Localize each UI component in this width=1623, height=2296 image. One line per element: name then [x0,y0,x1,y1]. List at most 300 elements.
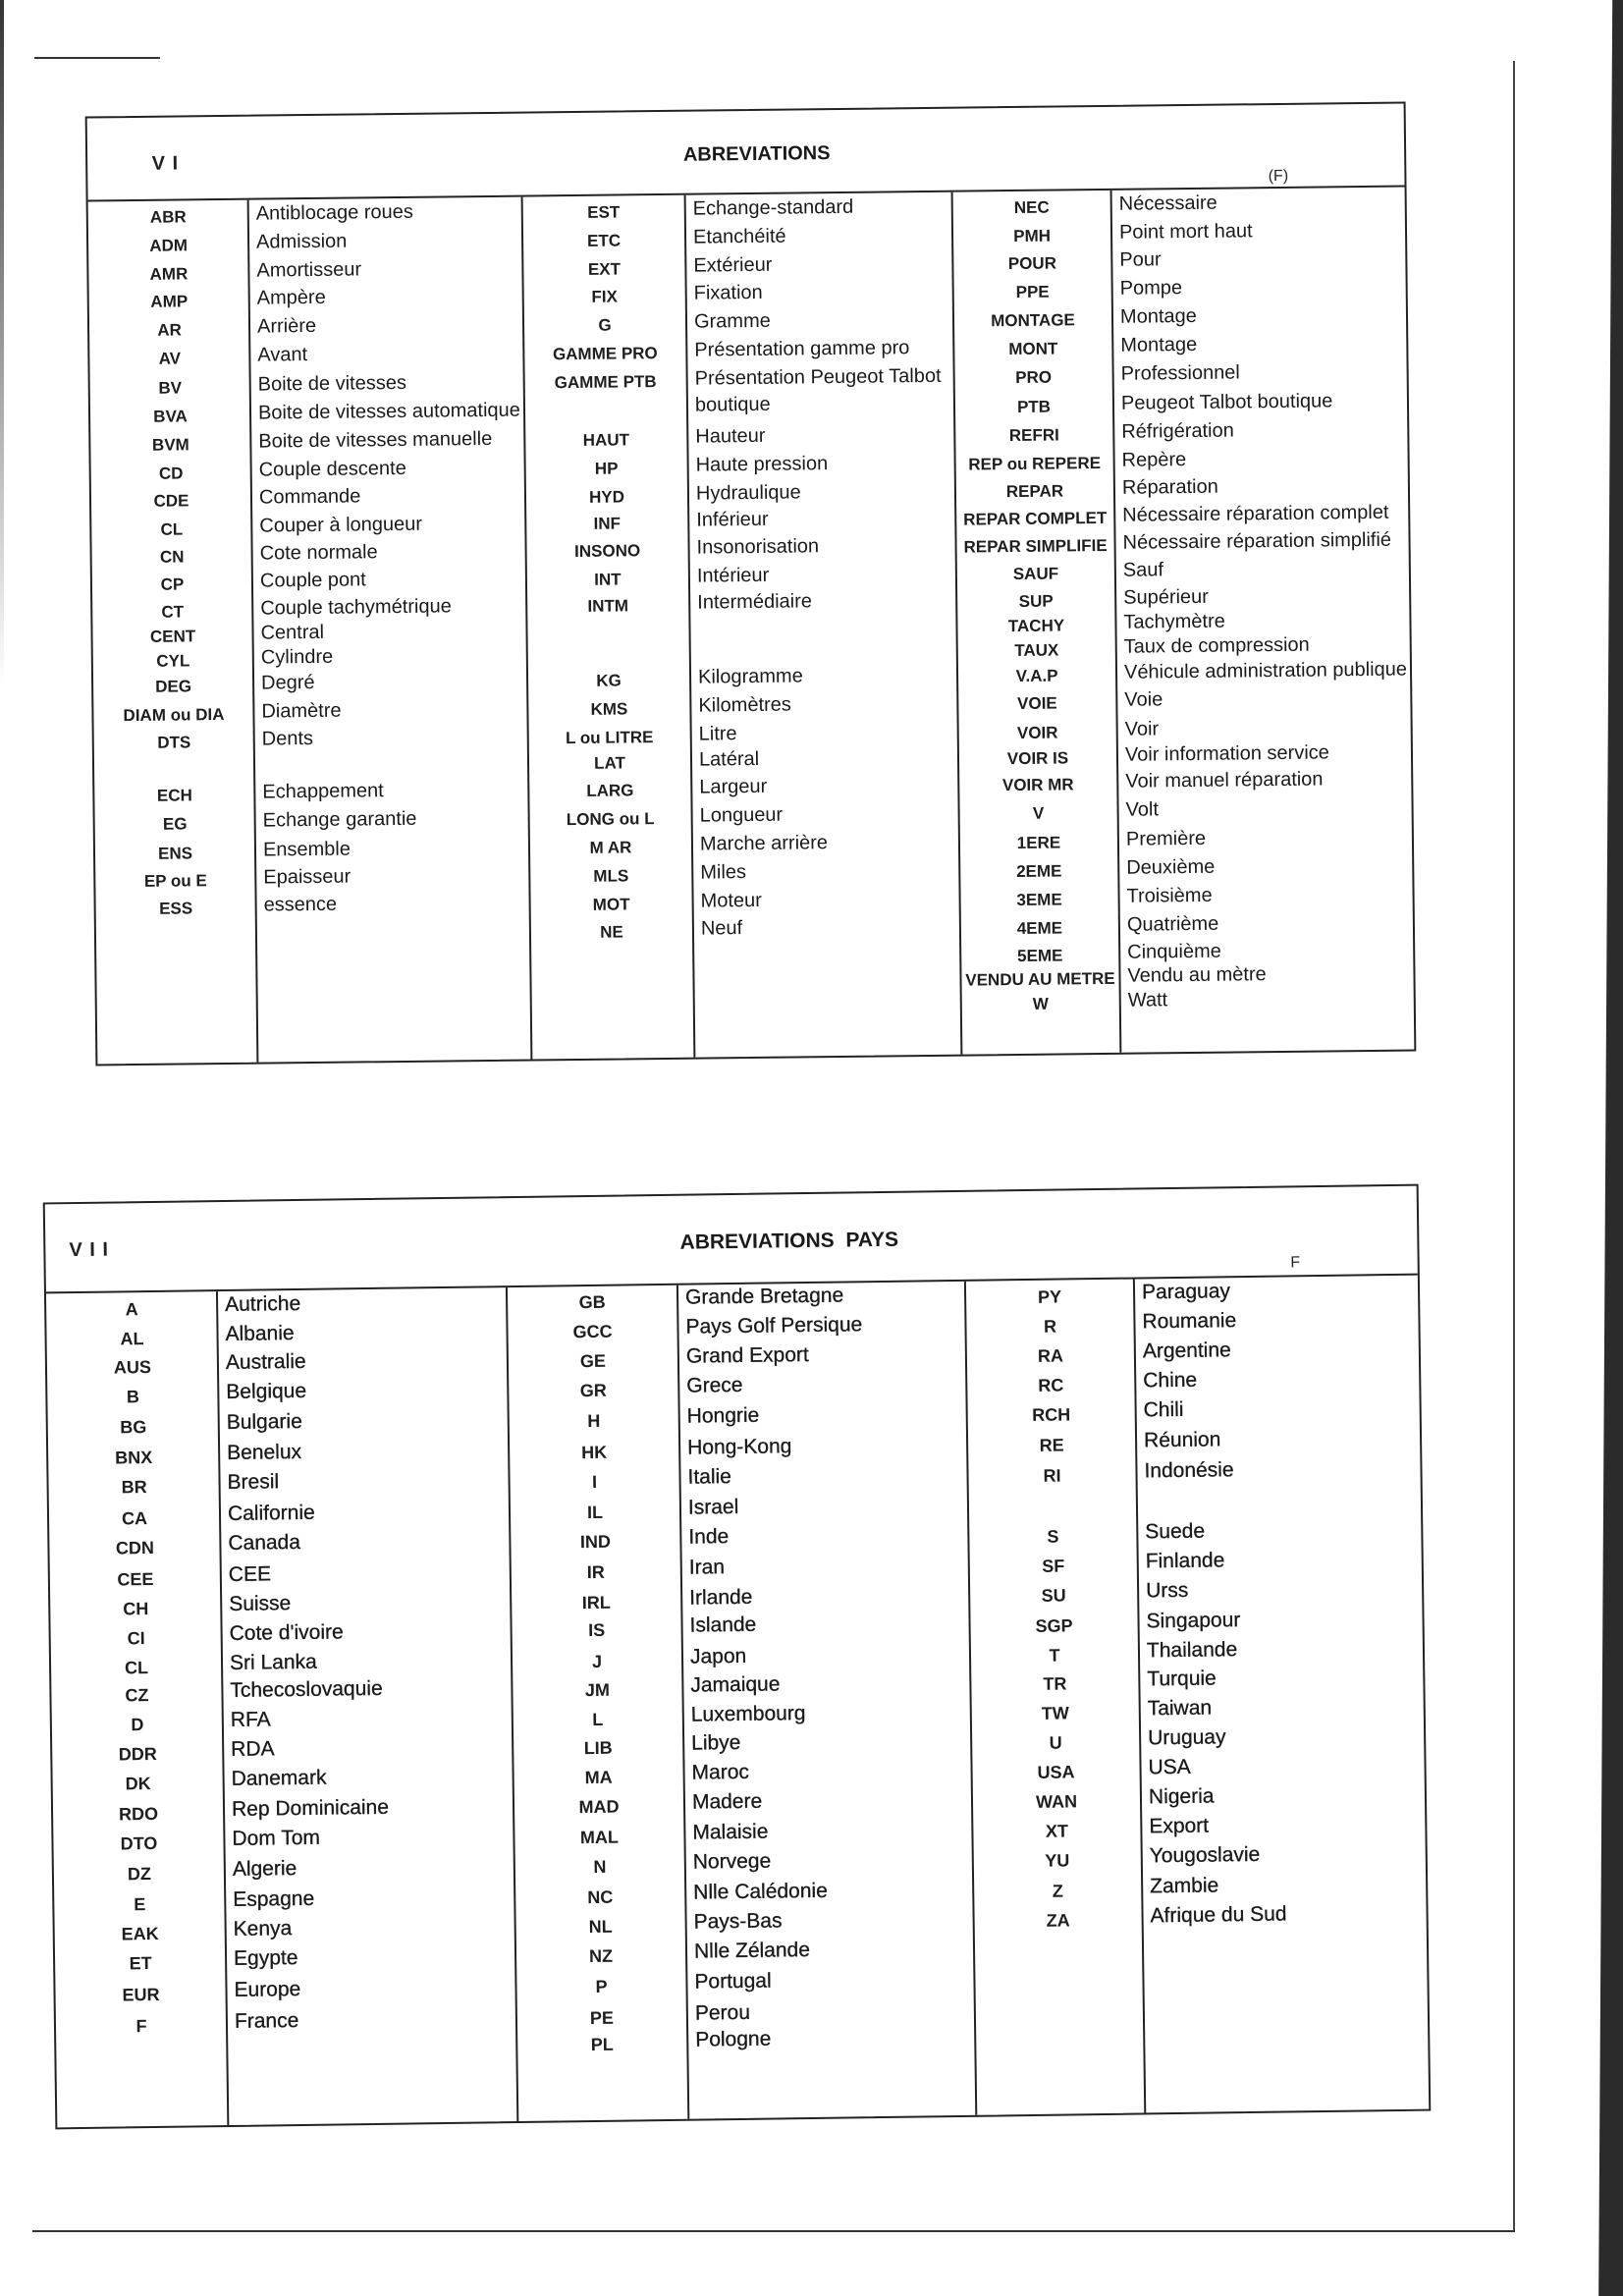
abbreviation-code: W [1032,994,1049,1013]
abbreviation-code: EAK [121,1923,159,1944]
abbreviation-meaning: Norvege [692,1849,772,1874]
abbreviation-meaning: Roumanie [1142,1309,1237,1334]
abbreviation-code: LONG ou L [566,808,655,829]
abbreviation-meaning: Islande [689,1613,757,1637]
abbreviation-meaning: Israel [687,1496,739,1519]
abbreviation-meaning: Amortisseur [255,257,361,281]
abbreviation-meaning: Taux de compression [1123,632,1310,657]
abbreviation-code: RC [1038,1375,1064,1395]
abbreviation-meaning: Echange garantie [262,807,417,832]
abbreviation-meaning: Cinquième [1126,939,1221,963]
table-header [45,1186,1418,1294]
abbreviation-meaning: Sri Lanka [229,1650,317,1674]
abbreviation-meaning: Libye [691,1731,741,1755]
abbreviation-meaning: Autriche [224,1291,301,1316]
abbreviation-row [95,892,529,922]
abbreviation-row [56,2008,516,2040]
abbreviation-meaning: Boite de vitesses automatique [257,398,520,423]
abbreviation-code: SAUF [1012,563,1058,583]
abbreviation-meaning: Afrique du Sud [1150,1902,1287,1928]
abbreviation-meaning: USA [1148,1755,1191,1779]
abbreviation-meaning: Ensemble [262,837,351,860]
abbreviation-code: NZ [588,1945,614,1967]
abbreviation-code: PPE [1015,281,1050,301]
abbreviation-meaning: Quatrième [1126,911,1218,936]
abbreviation-meaning: Jamaique [690,1672,781,1697]
abbreviation-code: NL [588,1916,613,1938]
abbreviation-row [93,726,527,756]
abbreviation-code: WAN [1035,1791,1078,1813]
abbreviation-row [53,1826,514,1857]
abbreviation-meaning: Présentation gamme pro [693,336,909,360]
abbreviation-row [528,774,958,804]
abbreviation-meaning: Sauf [1122,558,1163,581]
abbreviation-code: GE [579,1351,607,1372]
abbreviation-code: ESS [158,899,192,918]
abbreviation-code: INSONO [573,541,640,561]
abbreviation-meaning: Avant [256,343,307,366]
abbreviation-row [523,364,951,415]
abbreviation-code: ZA [1046,1910,1070,1932]
abbreviation-code: SGP [1035,1615,1073,1637]
abbreviation-code: BNX [115,1448,153,1468]
abbreviations-table [84,101,1416,1066]
abbreviation-code: PY [1037,1286,1062,1308]
abbreviation-meaning: Extérieur [692,253,773,277]
abbreviation-meaning: Nécessaire [1118,191,1217,214]
abbreviation-code: CDE [152,491,189,511]
abbreviation-code: MONTAGE [990,309,1075,330]
abbreviation-code: BV [157,377,182,397]
abbreviation-meaning: Cote normale [259,540,378,565]
abbreviation-meaning: Réparation [1121,474,1218,499]
abbreviation-meaning: Tchecoslovaquie [230,1676,383,1702]
abbreviation-code: SUP [1018,590,1054,610]
language-marker: (F) [1268,166,1288,185]
abbreviation-meaning: Professionnel [1120,360,1240,385]
abbreviation-meaning: Argentine [1142,1338,1231,1363]
abbreviation-meaning: Voir [1124,717,1159,739]
abbreviation-code: MA [584,1768,613,1788]
abbreviation-code: DZ [127,1863,152,1884]
abbreviation-code: CL [159,519,183,538]
abbreviation-code: ETC [586,230,621,250]
abbreviation-meaning: Litre [698,722,737,744]
abbreviation-meaning: Peugeot Talbot boutique [1120,389,1332,414]
abbreviation-code: GAMME PRO [552,343,658,363]
abbreviation-row [53,1766,514,1797]
abbreviation-code: ADM [148,236,188,255]
abbreviation-code: ET [129,1953,152,1974]
abbreviation-meaning: Malaisie [692,1820,769,1844]
abbreviation-row [957,686,1414,717]
abbreviation-row [89,342,523,372]
abbreviation-meaning: Deuxième [1125,854,1215,878]
table-header [86,103,1404,201]
abbreviation-meaning: Antiblocage roues [255,200,413,225]
abbreviation-code: AV [158,349,181,368]
abbreviation-code: REFRI [1008,424,1059,445]
abbreviation-code: KG [595,670,622,690]
abbreviation-meaning: Belgique [226,1379,307,1403]
abbreviation-code: RE [1039,1435,1064,1455]
abbreviation-code: XT [1045,1821,1069,1842]
abbreviation-row [968,1518,1425,1550]
abbreviation-code: DDR [118,1743,157,1765]
abbreviation-meaning: Rep Dominicaine [231,1795,390,1821]
abbreviation-meaning: Montage [1119,332,1197,355]
abbreviation-meaning: Japon [689,1644,747,1668]
abbreviation-row [508,1373,966,1404]
abbreviation-meaning: Couple descente [258,457,406,481]
abbreviation-meaning: Irlande [689,1585,753,1610]
abbreviation-meaning: Pays-Bas [693,1909,783,1934]
abbreviation-code: BVA [152,406,188,425]
abbreviation-meaning: Grece [686,1374,743,1397]
abbreviation-code: DIAM ou DIA [122,704,225,725]
abbreviation-meaning: Export [1149,1814,1210,1838]
abbreviation-meaning: Hydraulique [695,480,801,504]
abbreviation-meaning: Algerie [232,1856,298,1881]
abbreviation-meaning: Egypte [233,1946,298,1971]
abbreviation-code: CZ [125,1685,149,1706]
abbreviation-meaning: Grande Bretagne [684,1284,844,1309]
abbreviation-meaning: Nlle Calédonie [693,1879,828,1904]
abbreviation-meaning: Moteur [699,889,762,911]
abbreviation-code: HAUT [582,429,629,450]
abbreviation-row [958,768,1415,798]
abbreviation-code: HP [594,458,619,477]
abbreviation-code: MONT [1007,338,1057,358]
abbreviation-meaning: Canada [228,1530,301,1555]
abbreviation-meaning: Réfrigération [1120,418,1234,443]
abbreviation-meaning: Nlle Zélande [693,1939,811,1963]
abbreviation-row [953,331,1410,361]
abbreviation-meaning: Urss [1145,1579,1189,1603]
abbreviation-row [529,915,959,946]
abbreviation-code: BG [120,1416,147,1438]
abbreviation-code: CEE [117,1568,154,1590]
page-bottom-rule [32,2230,1515,2232]
abbreviation-code: TR [1043,1673,1067,1694]
abbreviation-meaning: Perou [694,2001,751,2025]
table-title: ABREVIATIONS [682,141,831,165]
abbreviation-code: CI [127,1627,145,1648]
abbreviation-meaning: France [234,2008,299,2033]
abbreviation-code: RA [1037,1345,1064,1366]
abbreviation-code: SU [1041,1585,1066,1607]
abbreviation-meaning: Miles [699,860,746,883]
abbreviation-code: P [595,1976,608,1996]
abbreviation-row [523,337,953,367]
abbreviation-code: VOIR [1016,722,1058,741]
abbreviation-meaning: Commande [258,485,360,509]
abbreviation-meaning: Latéral [698,747,759,770]
abbreviation-code: DTS [156,733,190,752]
abbreviation-meaning: Bulgarie [226,1409,302,1434]
scan-edge-right [1596,0,1623,2296]
abbreviation-meaning: Portugal [694,1969,772,1994]
abbreviation-row [971,1754,1428,1785]
abbreviation-meaning: Voir manuel réparation [1124,767,1324,793]
abbreviation-row [511,1555,969,1586]
abbreviation-code: SF [1042,1556,1065,1577]
abbreviation-meaning: Zambie [1150,1874,1219,1898]
abbreviation-meaning: Echange-standard [692,195,853,220]
abbreviation-meaning: Kilogramme [697,664,803,688]
abbreviation-row [55,1916,515,1947]
abbreviation-row [967,1458,1424,1490]
abbreviation-code: REPAR COMPLET [962,508,1107,529]
abbreviation-meaning: Danemark [231,1766,327,1790]
abbreviation-code: AMR [148,263,188,284]
abbreviation-code: FIX [590,287,618,306]
abbreviation-row [953,360,1410,391]
abbreviation-meaning: Pour [1118,247,1162,271]
abbreviation-code: CN [159,546,185,567]
abbreviation-code: B [126,1387,140,1407]
abbreviation-code: CL [124,1657,149,1677]
abbreviation-meaning: Degré [260,671,315,693]
abbreviation-code: REP ou REPERE [967,453,1101,473]
abbreviation-meaning: Inde [688,1525,730,1549]
abbreviation-code: PMH [1012,225,1051,245]
abbreviation-meaning: Hauteur [694,424,766,448]
abbreviation-code: GR [579,1381,607,1401]
abbreviation-meaning: Benelux [227,1441,302,1465]
abbreviation-code: ABR [149,207,187,227]
abbreviation-meaning: essence [263,893,337,916]
abbreviation-code: REPAR [1005,480,1063,501]
abbreviation-meaning: Fixation [693,281,763,304]
abbreviation-code: RCH [1032,1404,1071,1426]
abbreviation-code: 3EME [1015,889,1062,908]
abbreviation-meaning: Nigeria [1148,1784,1215,1809]
country-abbreviations-table [43,1184,1432,2130]
abbreviation-code: CT [160,601,184,621]
abbreviation-row [48,1409,509,1441]
abbreviation-code: PL [590,2034,614,2055]
abbreviation-code: IND [579,1532,612,1553]
abbreviation-row [967,1428,1424,1459]
abbreviation-meaning: Espagne [233,1886,315,1911]
abbreviation-meaning: Intermédiaire [696,589,812,613]
abbreviation-row [958,796,1415,827]
abbreviation-row [514,1849,973,1881]
abbreviation-code: S [1047,1526,1059,1547]
abbreviation-code: RDO [118,1803,159,1825]
abbreviation-code: V [1032,803,1044,823]
abbreviation-code: F [135,2015,147,2036]
abbreviation-code: INTM [586,595,628,616]
abbreviation-code: J [591,1651,603,1671]
abbreviation-meaning: Diamètre [260,699,342,723]
abbreviation-code: 5EME [1016,945,1062,965]
abbreviation-meaning: Hong-Kong [686,1434,792,1459]
abbreviation-code: DEG [154,676,191,695]
abbreviation-code: AUS [113,1356,152,1378]
abbreviation-code: VOIE [1016,693,1057,713]
abbreviation-code: TAUX [1013,639,1058,660]
abbreviation-meaning: Volt [1124,797,1159,821]
abbreviation-code: CENT [149,626,195,646]
abbreviation-meaning: Voie [1123,687,1163,711]
language-marker: F [1290,1254,1301,1272]
abbreviation-row [509,1403,967,1435]
abbreviation-meaning: Yougoslavie [1149,1842,1261,1868]
abbreviation-code: VOIR IS [1006,747,1068,768]
abbreviation-code: IL [586,1503,604,1523]
abbreviation-meaning: Kenya [233,1916,293,1941]
abbreviation-code: NE [599,921,623,942]
section-number: V I [151,151,179,175]
abbreviation-code: I [591,1471,598,1492]
abbreviation-code: 4EME [1016,917,1062,938]
abbreviation-code: RI [1043,1465,1061,1486]
abbreviation-code: A [125,1298,138,1319]
abbreviation-code: ENS [157,843,192,862]
abbreviation-meaning: Boite de vitesses manuelle [257,427,492,452]
abbreviation-meaning: Iran [688,1556,726,1579]
abbreviation-row [510,1524,968,1556]
abbreviation-meaning: Vendu au mètre [1126,962,1267,987]
abbreviation-meaning: RDA [231,1737,275,1761]
abbreviation-code: INF [592,513,621,533]
abbreviation-meaning: Suisse [229,1591,292,1615]
abbreviation-meaning: Voir information service [1124,740,1329,765]
abbreviation-code: CH [123,1598,149,1618]
abbreviation-code: CD [158,463,184,483]
abbreviation-meaning: Couple tachymétrique [259,594,452,619]
abbreviation-row [509,1463,967,1495]
abbreviation-code: ECH [156,786,192,805]
abbreviation-meaning: Grand Export [685,1343,809,1368]
abbreviation-meaning: Largeur [698,775,767,797]
abbreviation-meaning: Italie [687,1464,732,1489]
abbreviation-code: NEC [1013,196,1050,216]
abbreviation-code: IS [587,1620,606,1641]
abbreviation-code: PE [589,2008,615,2029]
abbreviation-meaning: Dom Tom [232,1826,321,1850]
abbreviation-meaning: Madere [691,1789,763,1814]
abbreviation-code: POUR [1007,253,1056,273]
abbreviation-row [55,1977,515,2008]
abbreviation-code: V.A.P [1015,666,1058,685]
abbreviation-code: EP ou E [143,870,207,891]
abbreviation-code: EXT [587,258,621,279]
abbreviation-code: GAMME PTB [554,371,657,392]
abbreviation-code: DK [125,1774,151,1794]
abbreviation-meaning: Admission [255,230,347,253]
abbreviation-meaning: Troisième [1125,883,1213,906]
abbreviation-meaning: Réunion [1143,1428,1221,1452]
abbreviation-meaning: Intérieur [696,563,769,586]
abbreviation-code: EG [162,814,188,834]
abbreviation-code: GCC [572,1321,613,1342]
abbreviation-code: H [587,1410,601,1432]
abbreviation-code: L ou LITRE [565,727,654,747]
abbreviation-code: 2EME [1015,860,1062,880]
abbreviation-meaning: Point mort haut [1118,219,1253,243]
abbreviation-code: TW [1041,1703,1069,1723]
abbreviation-row [49,1530,510,1561]
abbreviation-row [526,589,956,620]
abbreviation-meaning: Chili [1143,1398,1184,1422]
abbreviation-code: KMS [589,698,627,719]
abbreviation-row [54,1856,514,1887]
abbreviation-meaning: Dents [261,727,313,750]
abbreviation-meaning: Chine [1143,1368,1198,1393]
abbreviation-meaning: Maroc [691,1761,750,1784]
abbreviation-row [521,224,951,254]
abbreviation-meaning: Gramme [693,308,771,332]
abbreviation-code: CP [160,574,184,594]
abbreviation-meaning: Véhicule administration publique [1123,658,1407,683]
abbreviation-row [48,1469,509,1501]
abbreviation-meaning: Tachymètre [1122,610,1225,633]
abbreviation-code: AMP [149,291,188,311]
abbreviation-meaning: Epaisseur [262,865,351,889]
abbreviation-row [515,1939,974,1970]
abbreviation-row [88,313,522,344]
abbreviation-code: USA [1037,1762,1075,1782]
abbreviation-meaning: Première [1125,827,1206,850]
abbreviation-meaning: Cylindre [260,645,333,669]
abbreviation-code: MLS [592,865,628,885]
abbreviation-meaning: Arrière [256,314,316,338]
abbreviation-meaning: Pologne [695,2027,772,2051]
abbreviation-meaning: Bresil [227,1470,280,1495]
abbreviation-code: PTB [1016,396,1051,416]
abbreviation-code: PRO [1014,366,1052,387]
abbreviation-meaning: Finlande [1145,1549,1225,1573]
abbreviation-code: EST [586,202,620,222]
abbreviation-code: E [134,1893,146,1914]
abbreviation-code: HK [581,1442,608,1462]
abbreviation-code: VENDU AU METRE [964,968,1115,990]
abbreviation-row [960,987,1417,1017]
abbreviation-code: LARG [585,780,634,800]
abbreviation-code: D [131,1715,144,1735]
abbreviation-meaning: Pays Golf Persique [685,1313,863,1339]
abbreviation-code: MOT [592,894,630,914]
abbreviation-code: MAL [579,1827,620,1848]
abbreviation-code: R [1043,1316,1057,1338]
abbreviation-code: N [593,1856,607,1877]
abbreviation-meaning: Couper à longueur [258,512,422,536]
abbreviation-meaning: Kilomètres [697,692,791,716]
abbreviation-meaning: Indonésie [1144,1458,1234,1483]
abbreviation-code: IRL [581,1592,611,1613]
abbreviation-row [969,1578,1426,1610]
abbreviation-code: EUR [122,1984,160,2005]
abbreviation-code: DTO [120,1832,158,1854]
abbreviation-meaning: Albanie [225,1321,295,1345]
abbreviation-row [966,1367,1423,1398]
abbreviation-row [973,1842,1430,1874]
abbreviation-row [47,1379,508,1410]
abbreviation-row [516,2027,975,2058]
abbreviation-meaning: Hongrie [686,1403,760,1428]
abbreviation-meaning: Watt [1127,988,1167,1011]
abbreviation-meaning: Marche arrière [699,831,828,855]
abbreviation-meaning: Insonorisation [695,535,819,559]
abbreviation-meaning: Paraguay [1141,1280,1231,1304]
scan-edge-left [0,0,4,687]
abbreviation-meaning: Longueur [699,803,783,827]
abbreviation-code: GB [578,1292,606,1313]
abbreviation-meaning: Californie [227,1501,315,1525]
